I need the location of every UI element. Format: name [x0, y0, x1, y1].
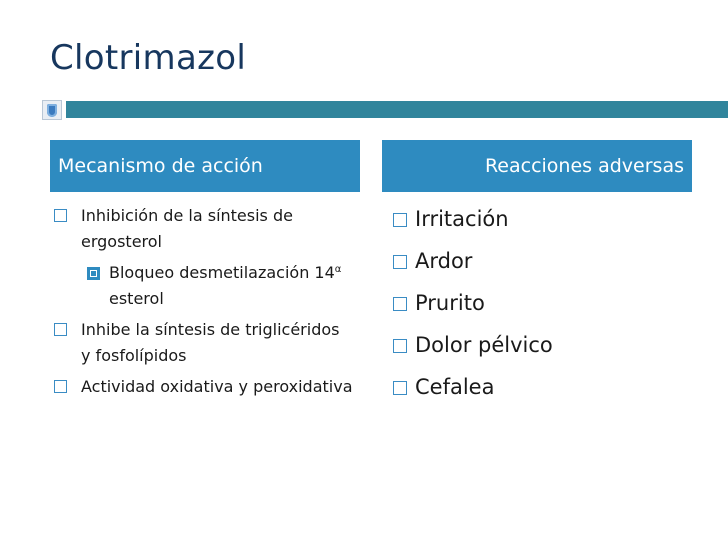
list-item	[54, 317, 354, 369]
square-bullet-icon	[54, 209, 67, 222]
mechanism-list	[54, 203, 354, 405]
list-item	[393, 288, 693, 318]
square-bullet-icon	[393, 381, 407, 395]
list-item-text: Cefalea	[415, 375, 495, 399]
list-item-text-b: esterol	[109, 289, 164, 308]
list-item	[393, 372, 693, 402]
list-item	[393, 246, 693, 276]
square-bullet-icon	[393, 339, 407, 353]
mechanism-heading-label: Mecanismo de acción	[58, 155, 263, 177]
list-item-text: Ardor	[415, 249, 473, 273]
list-item-text: Inhibe la síntesis de triglicéridos y fosfolípidos	[81, 320, 340, 365]
adverse-reactions-list	[393, 204, 693, 414]
filled-square-bullet-icon	[87, 267, 100, 280]
title-rule	[66, 101, 728, 118]
square-bullet-icon	[393, 297, 407, 311]
list-item-text-a: Bloqueo desmetilazación 14	[109, 263, 335, 282]
mechanism-heading	[50, 140, 360, 192]
list-item-text: Actividad oxidativa y peroxidativa	[81, 377, 353, 396]
list-item-text: Irritación	[415, 207, 509, 231]
slide-title: Clotrimazol	[50, 38, 247, 78]
square-bullet-icon	[393, 255, 407, 269]
university-seal-icon	[42, 100, 62, 120]
list-item	[54, 203, 354, 255]
square-bullet-icon	[54, 323, 67, 336]
sub-list-item	[54, 260, 354, 312]
list-item-text: Dolor pélvico	[415, 333, 553, 357]
square-bullet-icon	[393, 213, 407, 227]
list-item-text: Inhibición de la síntesis de ergosterol	[81, 206, 293, 251]
list-item	[54, 374, 354, 400]
alpha-superscript: α	[334, 264, 342, 275]
list-item	[393, 330, 693, 360]
adverse-reactions-heading-label: Reacciones adversas	[484, 155, 684, 177]
list-item-text: Prurito	[415, 291, 485, 315]
adverse-reactions-heading	[382, 140, 692, 192]
square-bullet-icon	[54, 380, 67, 393]
list-item	[393, 204, 693, 234]
